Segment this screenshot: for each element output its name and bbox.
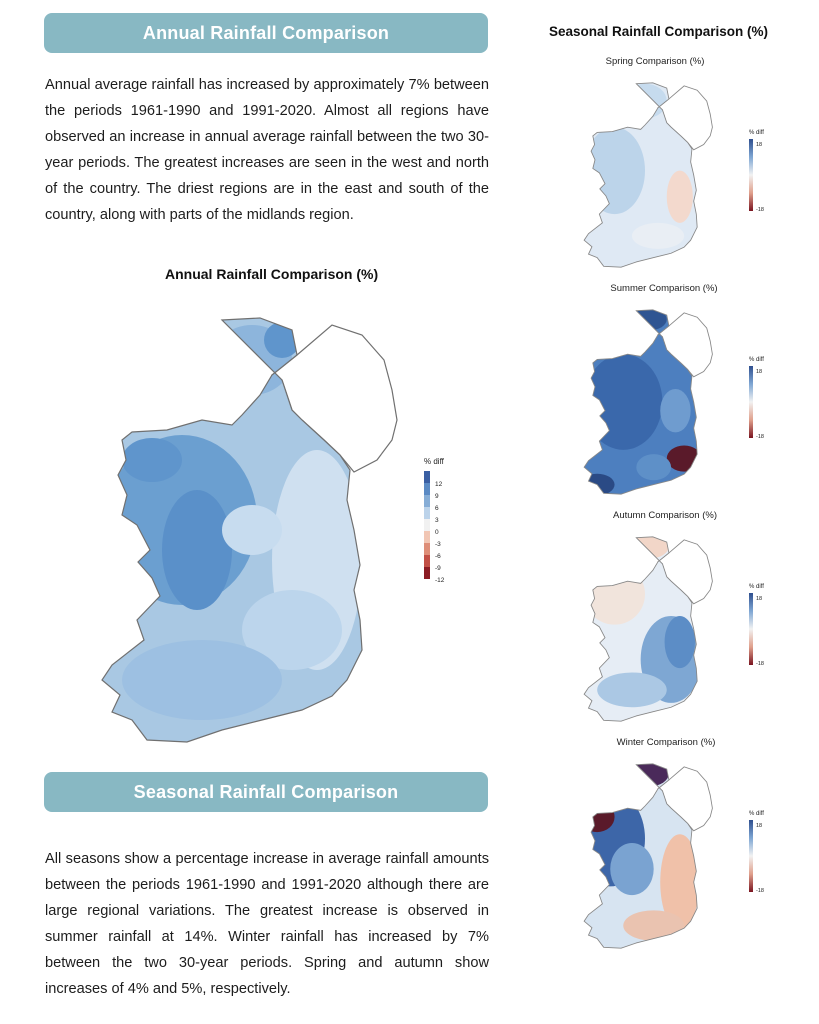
annual-legend-tick: 0 — [435, 529, 439, 536]
svg-text:% diff: % diff — [749, 811, 764, 817]
annual-paragraph: Annual average rainfall has increased by approximately 7% between the periods 1961-1990 and 1991-2020. Almost all regions have observed an increase in annual average rainfall between the two 30-year periods. The greatest increases are seen in the west and north of the country. The driest regions are in the east and south of the country, along with parts of the midlands region. — [45, 77, 489, 223]
annual-legend-tick: -6 — [435, 553, 441, 560]
annual-rainfall-map — [92, 300, 392, 760]
annual-map-title: Annual Rainfall Comparison (%) — [165, 266, 379, 282]
annual-legend-tick: 12 — [435, 481, 443, 488]
svg-text:-18: -18 — [756, 888, 764, 894]
autumn-rainfall-map — [565, 529, 725, 729]
annual-legend-tick: 6 — [435, 505, 439, 512]
annual-legend-title: % diff — [424, 457, 444, 466]
summer-rainfall-map — [565, 302, 725, 502]
annual-legend — [422, 455, 472, 605]
svg-text:18: 18 — [756, 142, 763, 148]
winter-rainfall-map — [565, 756, 725, 956]
svg-text:-18: -18 — [756, 434, 764, 440]
winter-legend — [748, 808, 782, 898]
svg-text:% diff: % diff — [749, 584, 764, 590]
spring-legend — [748, 127, 782, 217]
svg-text:18: 18 — [756, 596, 763, 602]
svg-text:18: 18 — [756, 369, 763, 375]
seasonal-section-banner: Seasonal Rainfall Comparison — [44, 772, 488, 812]
svg-text:-18: -18 — [756, 207, 764, 213]
spring-map-title: Spring Comparison (%) — [605, 56, 705, 67]
summer-legend — [748, 354, 782, 444]
seasonal-panel-title: Seasonal Rainfall Comparison (%) — [549, 24, 769, 39]
annual-legend-tick: 3 — [435, 517, 439, 524]
svg-text:% diff: % diff — [749, 357, 764, 363]
autumn-legend — [748, 581, 782, 671]
annual-legend-tick: -12 — [435, 577, 445, 584]
summer-map-title: Summer Comparison (%) — [610, 283, 718, 294]
annual-section-banner: Annual Rainfall Comparison — [44, 13, 488, 53]
seasonal-paragraph: All seasons show a percentage increase in average rainfall amounts between the periods 1961-1990 and 1991-2020 although there are large regional variations. The greatest increase is observed in summer rainfall at 14%. Winter rainfall has increased by 7% between the two 30-year periods. Spring and autumn show increases of 4% and 5%, respectively. — [45, 851, 489, 997]
annual-legend-tick: 9 — [435, 493, 439, 500]
svg-text:18: 18 — [756, 823, 763, 829]
svg-text:% diff: % diff — [749, 130, 764, 136]
svg-text:-18: -18 — [756, 661, 764, 667]
annual-legend-tick: -3 — [435, 541, 441, 548]
annual-legend-tick: -9 — [435, 565, 441, 572]
winter-map-title: Winter Comparison (%) — [616, 737, 716, 748]
spring-rainfall-map — [565, 75, 725, 275]
autumn-map-title: Autumn Comparison (%) — [612, 510, 717, 521]
